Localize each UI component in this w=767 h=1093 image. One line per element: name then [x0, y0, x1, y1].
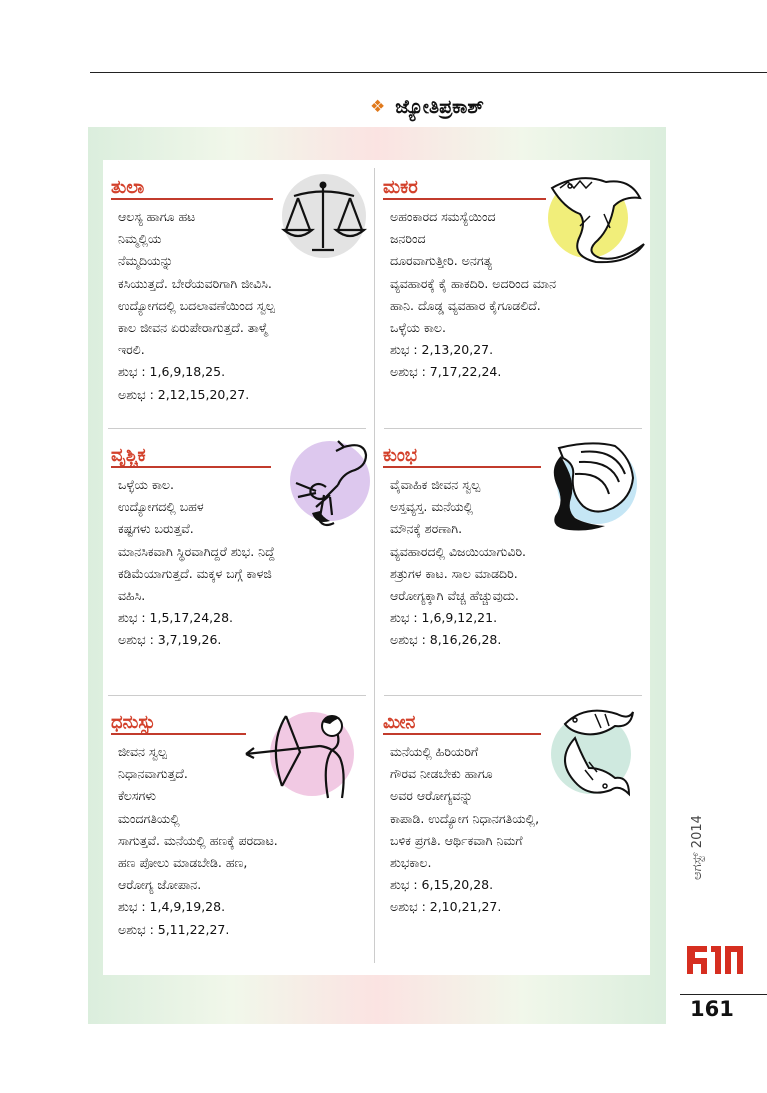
row-divider	[108, 428, 366, 429]
lucky-dates: ಶುಭ : 1,6,9,12,21.	[390, 610, 498, 626]
column-divider	[374, 168, 375, 963]
title-underline	[111, 198, 273, 200]
lucky-dates: ಶುಭ : 1,6,9,18,25.	[118, 364, 226, 380]
section-header	[370, 92, 484, 122]
top-rule	[90, 72, 767, 73]
horoscope-line: ಮಂದಗತಿಯಲ್ಲಿ	[118, 810, 180, 826]
horoscope-line: ಉದ್ಯೋಗದಲ್ಲಿ ಬದಲಾವಣೆಯಿಂದ ಸ್ವಲ್ಪ	[118, 297, 275, 313]
magazine-logo-icon	[685, 940, 745, 980]
aquarius-pot-icon	[545, 438, 641, 534]
horoscope-line: ಜೀವನ ಸ್ವಲ್ಪ	[118, 744, 167, 759]
pisces-fish-icon	[545, 698, 637, 808]
horoscope-text	[118, 474, 275, 652]
page-number: 161	[690, 997, 734, 1021]
horoscope-line: ಕಡಿಮೆಯಾಗುತ್ತದೆ. ಮಕ್ಕಳ ಬಗ್ಗೆ ಕಾಳಜಿ	[118, 565, 272, 581]
horoscope-line: ವೈವಾಹಿಕ ಜೀವನ ಸ್ವಲ್ಪ	[390, 477, 481, 492]
row-divider	[384, 695, 642, 696]
unlucky-dates: ಅಶುಭ : 8,16,26,28.	[390, 632, 502, 648]
title-underline	[111, 466, 271, 468]
horoscope-line: ವಹಿಸಿ.	[118, 587, 146, 603]
horoscope-line: ಹಣ ಪೋಲು ಮಾಡಬೇಡಿ. ಹಣ,	[118, 854, 248, 870]
horoscope-line: ಅವರ ಆರೋಗ್ಯವನ್ನು	[390, 788, 473, 804]
sign-title: ಮಕರ	[383, 177, 418, 198]
horoscope-line: ಕಾಲ ಜೀವನ ಏರುಪೇರಾಗುತ್ತದೆ. ತಾಳ್ಮೆ	[118, 319, 268, 335]
horoscope-text	[390, 741, 539, 919]
horoscope-line: ವ್ಯವಹಾರದಲ್ಲಿ ವಿಜಯಿಯಾಗುವಿರಿ.	[390, 543, 527, 559]
horoscope-line: ಅಹಂಕಾರದ ಸಮಸ್ಯೆಯಿಂದ	[390, 209, 496, 224]
sign-title: ವೃಶ್ಚಿಕ	[111, 445, 146, 466]
row-divider	[384, 428, 642, 429]
issue-date: ಆಗಸ್ಟ್ 2014	[690, 815, 705, 880]
horoscope-line: ಕಸಿಯುತ್ತದೆ. ಬೇರೆಯವರಿಗಾಗಿ ಜೀವಿಸಿ.	[118, 275, 272, 291]
row-divider	[108, 695, 366, 696]
horoscope-line: ಶುಭಕಾಲ.	[390, 854, 432, 870]
horoscope-line: ನಿಧಾನವಾಗುತ್ತದೆ.	[118, 766, 188, 782]
horoscope-line: ನಿಮ್ಮಲ್ಲಿಯ	[118, 231, 162, 247]
horoscope-line: ಆರೋಗ್ಯಕ್ಕಾಗಿ ವೆಚ್ಚ ಹೆಚ್ಚುವುದು.	[390, 587, 519, 603]
diamond-bullet-icon: ❖	[370, 96, 386, 117]
horoscope-line: ಹಾನಿ. ದೊಡ್ಡ ವ್ಯವಹಾರ ಕೈಗೂಡಲಿದೆ.	[390, 297, 541, 313]
horoscope-text	[390, 206, 556, 384]
horoscope-line: ಕೆಲಸಗಳು	[118, 788, 156, 804]
sign-title: ಧನುಸ್ಸು	[111, 712, 156, 733]
horoscope-line: ಜನರಿಂದ	[390, 231, 426, 247]
horoscope-line: ಗೌರವ ನೀಡಬೇಕು ಹಾಗೂ	[390, 766, 493, 782]
footer-rule	[680, 994, 767, 995]
horoscope-line: ಇರಲಿ.	[118, 342, 145, 358]
horoscope-line: ಶತ್ರುಗಳ ಕಾಟ. ಸಾಲ ಮಾಡದಿರಿ.	[390, 565, 518, 581]
unlucky-dates: ಅಶುಭ : 2,10,21,27.	[390, 899, 502, 915]
sign-title: ಮೀನ	[383, 712, 416, 733]
horoscope-line: ಉದ್ಯೋಗದಲ್ಲಿ ಬಹಳ	[118, 499, 204, 515]
lucky-dates: ಶುಭ : 6,15,20,28.	[390, 877, 494, 893]
horoscope-line: ವ್ಯವಹಾರಕ್ಕೆ ಕೈ ಹಾಕದಿರಿ. ಅದರಿಂದ ಮಾನ	[390, 275, 557, 291]
title-underline	[383, 198, 546, 200]
lucky-dates: ಶುಭ : 2,13,20,27.	[390, 342, 494, 358]
unlucky-dates: ಅಶುಭ : 2,12,15,20,27.	[118, 386, 250, 402]
section-title: ಜ್ಯೋತಿಪ್ರಕಾಶ್	[395, 96, 484, 118]
horoscope-line: ಮನೆಯಲ್ಲಿ ಹಿರಿಯರಿಗೆ	[390, 744, 479, 759]
horoscope-line: ಬಳಿಕ ಪ್ರಗತಿ. ಆರ್ಥಿಕವಾಗಿ ನಿಮಗೆ	[390, 832, 523, 848]
horoscope-line: ಆಲಸ್ಯ ಹಾಗೂ ಹಟ	[118, 209, 196, 224]
capricorn-crocodile-icon	[540, 168, 648, 264]
horoscope-line: ಕಷ್ಟಗಳು ಬರುತ್ತವೆ.	[118, 521, 194, 537]
title-underline	[383, 733, 541, 735]
horoscope-line: ದೂರವಾಗುತ್ತೀರಿ. ಅನಗತ್ಯ	[390, 253, 492, 269]
horoscope-line: ಮೌನಕ್ಕೆ ಶರಣಾಗಿ.	[390, 521, 463, 537]
horoscope-line: ಒಳ್ಳೆಯ ಕಾಲ.	[390, 319, 446, 335]
unlucky-dates: ಅಶುಭ : 7,17,22,24.	[390, 364, 502, 380]
libra-scales-icon	[276, 170, 372, 266]
horoscope-text	[118, 741, 278, 941]
horoscope-line: ನೆಮ್ಮದಿಯನ್ನು	[118, 253, 174, 269]
title-underline	[383, 466, 541, 468]
sign-title: ತುಲಾ	[111, 177, 145, 198]
horoscope-line: ಆರೋಗ್ಯ ಜೋಪಾನ.	[118, 877, 202, 893]
sign-title: ಕುಂಭ	[383, 445, 418, 466]
lucky-dates: ಶುಭ : 1,5,17,24,28.	[118, 610, 234, 626]
horoscope-line: ಒಳ್ಳೆಯ ಕಾಲ.	[118, 477, 174, 492]
scorpio-scorpion-icon	[286, 435, 376, 535]
horoscope-line: ಮಾನಸಿಕವಾಗಿ ಸ್ಥಿರವಾಗಿದ್ದರೆ ಶುಭ. ನಿದ್ದೆ	[118, 543, 275, 559]
title-underline	[111, 733, 246, 735]
lucky-dates: ಶುಭ : 1,4,9,19,28.	[118, 899, 226, 915]
unlucky-dates: ಅಶುಭ : 5,11,22,27.	[118, 921, 230, 937]
horoscope-line: ಕಾಪಾಡಿ. ಉದ್ಯೋಗ ನಿಧಾನಗತಿಯಲ್ಲಿ,	[390, 810, 540, 826]
horoscope-text	[390, 474, 526, 652]
horoscope-text	[118, 206, 275, 406]
horoscope-line: ಸಾಗುತ್ತವೆ. ಮನೆಯಲ್ಲಿ ಹಣಕ್ಕೆ ಪರದಾಟ.	[118, 832, 278, 848]
horoscope-line: ಅಸ್ತವ್ಯಸ್ತ. ಮನೆಯಲ್ಲಿ	[390, 499, 474, 515]
unlucky-dates: ಅಶುಭ : 3,7,19,26.	[118, 632, 222, 648]
